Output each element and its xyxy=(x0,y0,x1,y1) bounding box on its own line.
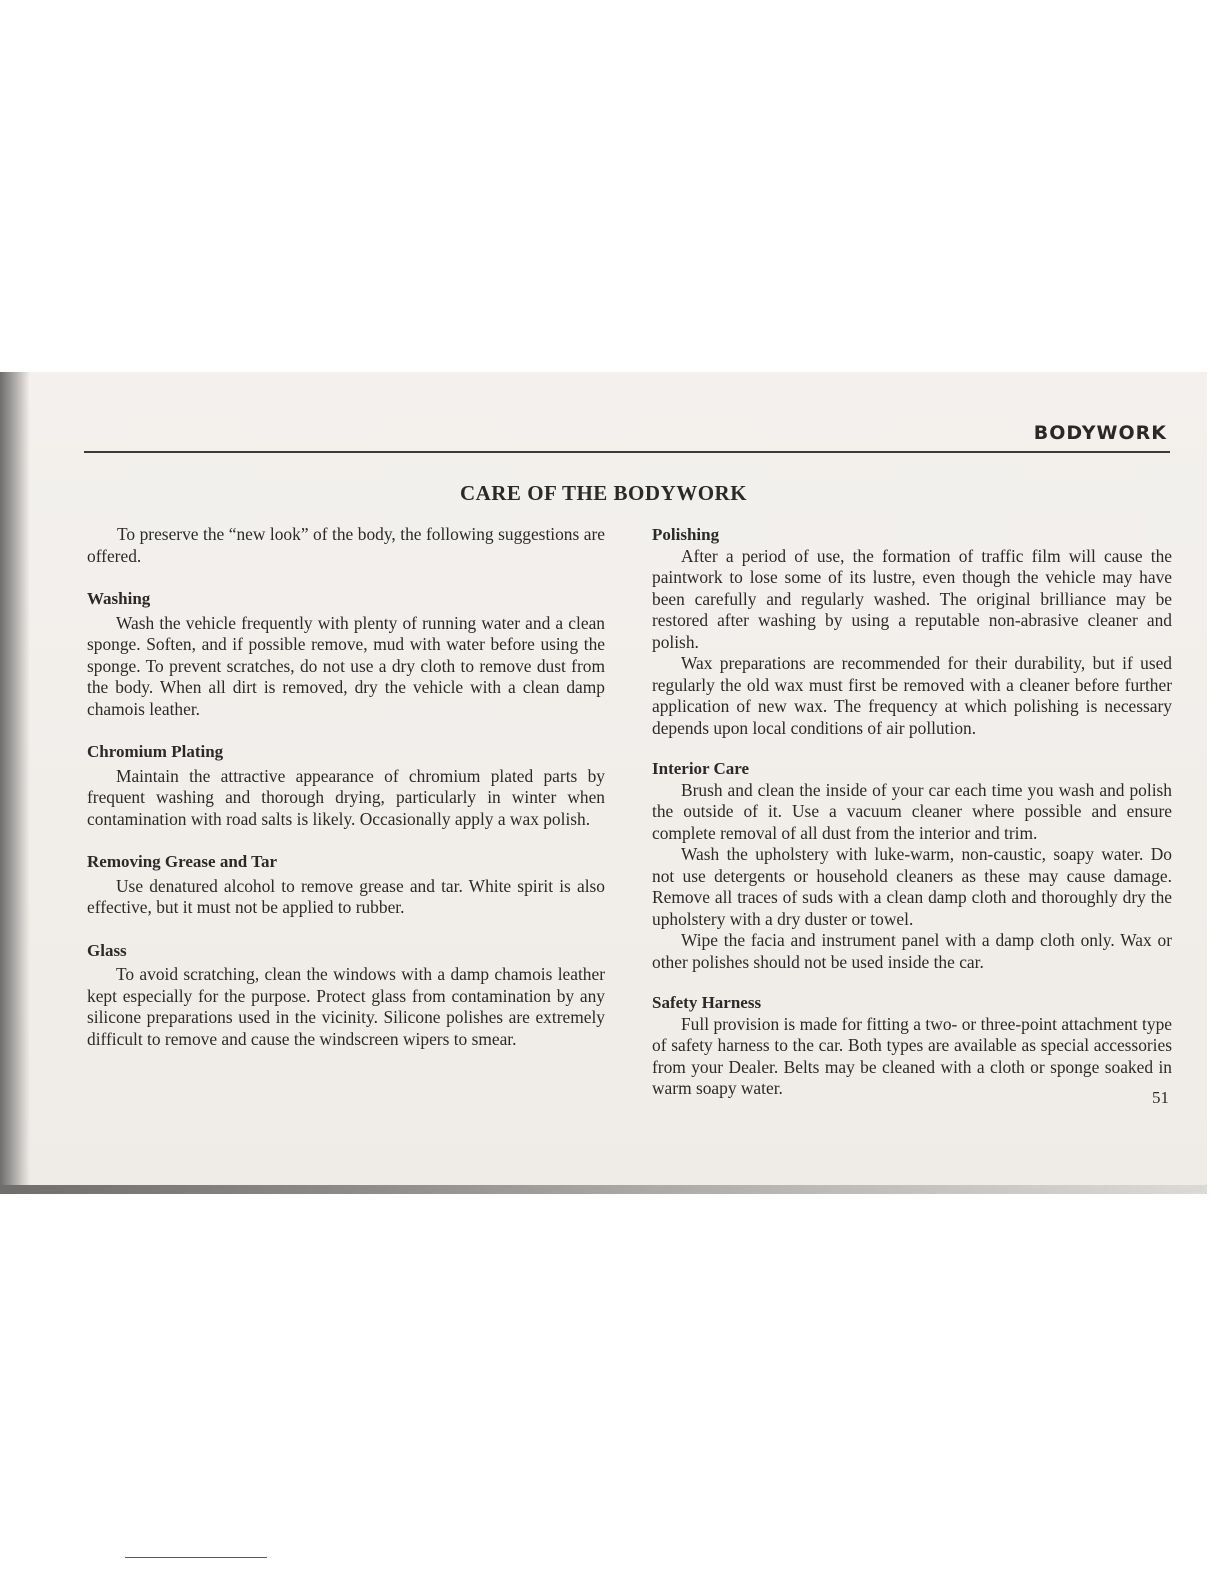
chromium-heading: Chromium Plating xyxy=(87,742,224,761)
polishing-paragraph-1: After a period of use, the formation of traffic film will cause the paintwork to lose some of its lustre, even though the vehicle may have been carefully and regularly washed. The original brilliance may be restored after washing by using a reputable non-abrasive cleaner and polish. xyxy=(652,545,1172,652)
scanned-page xyxy=(0,372,1207,1194)
left-column xyxy=(87,524,605,1050)
harness-heading: Safety Harness xyxy=(652,993,762,1012)
glass-paragraph: To avoid scratching, clean the windows with a damp chamois leather kept especially for the purpose. Protect glass from contamination by any silicone preparations used in the vicinity. Silicone polishes are extremely difficult to remove and cause the windscreen wipers to smear. xyxy=(87,964,605,1049)
intro-paragraph: To preserve the “new look” of the body, the following suggestions are offered. xyxy=(87,524,605,566)
interior-paragraph-3: Wipe the facia and instrument panel with a damp cloth only. Wax or other polishes should not be used inside the car. xyxy=(652,930,1172,972)
grease-paragraph: Use denatured alcohol to remove grease and tar. White spirit is also effective, but it must not be applied to rubber. xyxy=(87,875,605,917)
grease-heading: Removing Grease and Tar xyxy=(87,852,278,871)
footer-link-underline xyxy=(125,1557,267,1558)
glass-heading: Glass xyxy=(87,940,127,960)
washing-heading: Washing xyxy=(87,589,151,608)
page-title: CARE OF THE BODYWORK xyxy=(459,481,748,505)
polishing-heading: Polishing xyxy=(652,525,720,544)
page-number: 51 xyxy=(1152,1088,1169,1107)
harness-paragraph: Full provision is made for fitting a two- or three-point attachment type of safety harness to the car. Both types are available as special accessories from your Dealer. Belts may be cleaned with a cloth or sponge soaked in warm soapy water. xyxy=(652,1013,1172,1098)
polishing-paragraph-2: Wax preparations are recommended for their durability, but if used regularly the old wax must first be removed with a cleaner before further application of new wax. The frequency at which polishing is necessary depends upon local conditions of air pollution. xyxy=(652,653,1172,738)
chromium-paragraph: Maintain the attractive appearance of chromium plated parts by frequent washing and thorough drying, particularly in winter when contamination with road salts is likely. Occasionally apply a wax polish. xyxy=(87,765,605,829)
interior-paragraph-1: Brush and clean the inside of your car each time you wash and polish the outside of it. Use a vacuum cleaner where possible and ensure complete removal of all dust from the interior and trim. xyxy=(652,779,1172,843)
interior-heading: Interior Care xyxy=(652,759,750,778)
right-column xyxy=(652,524,1172,1100)
washing-paragraph: Wash the vehicle frequently with plenty of running water and a clean sponge. Soften, and if possible remove, mud with water before using the sponge. To prevent scratches, do not use a dry cloth to remove dust from the body. When all dirt is removed, dry the vehicle with a clean damp chamois leather. xyxy=(87,612,605,719)
interior-paragraph-2: Wash the upholstery with luke-warm, non-caustic, soapy water. Do not use detergents or household cleaners as these may cause damage. Remove all traces of suds with a clean damp cloth and thoroughly dry the upholstery with a dry duster or towel. xyxy=(652,844,1172,929)
page-bottom-edge xyxy=(0,1185,1207,1194)
header-rule xyxy=(84,451,1170,453)
section-label: BODYWORK xyxy=(1033,422,1167,444)
